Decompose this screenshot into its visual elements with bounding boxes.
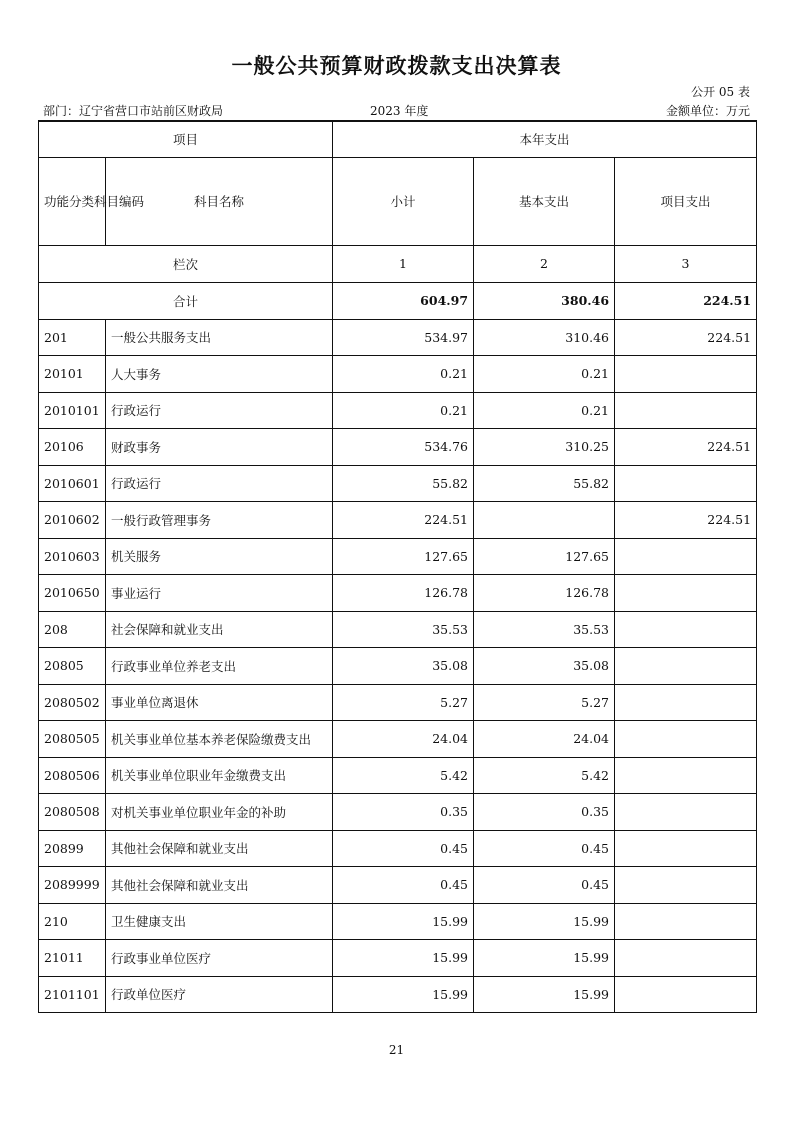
form-code: 公开 05 表 bbox=[691, 85, 750, 99]
row-code: 20805 bbox=[39, 648, 106, 685]
row-basic: 0.35 bbox=[474, 794, 615, 831]
row-basic bbox=[474, 502, 615, 539]
table-row bbox=[39, 392, 757, 429]
row-subject-name: 机关事业单位职业年金缴费支出 bbox=[106, 757, 333, 794]
row-basic: 310.46 bbox=[474, 319, 615, 356]
table-row bbox=[39, 721, 757, 758]
row-subtotal: 15.99 bbox=[333, 903, 474, 940]
row-project bbox=[615, 356, 757, 393]
row-basic: 24.04 bbox=[474, 721, 615, 758]
row-project bbox=[615, 940, 757, 977]
row-subtotal: 35.53 bbox=[333, 611, 474, 648]
header-subtotal: 小计 bbox=[333, 157, 474, 245]
row-subject-name: 事业单位离退休 bbox=[106, 684, 333, 721]
row-subject-name: 其他社会保障和就业支出 bbox=[106, 867, 333, 904]
row-subject-name: 社会保障和就业支出 bbox=[106, 611, 333, 648]
row-subtotal: 24.04 bbox=[333, 721, 474, 758]
row-subject-name: 行政单位医疗 bbox=[106, 976, 333, 1013]
header-func-code: 功能分类科目编码 bbox=[39, 157, 106, 245]
row-subtotal: 224.51 bbox=[333, 502, 474, 539]
row-subject-name: 一般行政管理事务 bbox=[106, 502, 333, 539]
table-row bbox=[39, 575, 757, 612]
row-subject-name: 其他社会保障和就业支出 bbox=[106, 830, 333, 867]
row-subtotal: 35.08 bbox=[333, 648, 474, 685]
header-basic: 基本支出 bbox=[474, 157, 615, 245]
row-subject-name: 行政运行 bbox=[106, 465, 333, 502]
row-project bbox=[615, 794, 757, 831]
row-code: 2010603 bbox=[39, 538, 106, 575]
table-row bbox=[39, 502, 757, 539]
row-project bbox=[615, 903, 757, 940]
table-row bbox=[39, 611, 757, 648]
table-row bbox=[39, 684, 757, 721]
row-project bbox=[615, 721, 757, 758]
row-subject-name: 人大事务 bbox=[106, 356, 333, 393]
row-subject-name: 行政事业单位养老支出 bbox=[106, 648, 333, 685]
row-project bbox=[615, 648, 757, 685]
row-subject-name: 卫生健康支出 bbox=[106, 903, 333, 940]
row-subtotal: 0.45 bbox=[333, 830, 474, 867]
row-basic: 0.21 bbox=[474, 356, 615, 393]
row-code: 201 bbox=[39, 319, 106, 356]
row-subtotal: 0.35 bbox=[333, 794, 474, 831]
total-subtotal: 604.97 bbox=[333, 282, 474, 319]
row-subject-name: 行政运行 bbox=[106, 392, 333, 429]
row-project bbox=[615, 392, 757, 429]
row-subtotal: 15.99 bbox=[333, 976, 474, 1013]
row-subtotal: 5.27 bbox=[333, 684, 474, 721]
row-code: 2080506 bbox=[39, 757, 106, 794]
column-index-2: 2 bbox=[474, 245, 615, 282]
row-project bbox=[615, 830, 757, 867]
column-index-1: 1 bbox=[333, 245, 474, 282]
row-basic: 310.25 bbox=[474, 429, 615, 466]
header-current-year-expense: 本年支出 bbox=[333, 121, 757, 157]
row-subtotal: 126.78 bbox=[333, 575, 474, 612]
row-project bbox=[615, 575, 757, 612]
row-subtotal: 0.21 bbox=[333, 356, 474, 393]
table-row bbox=[39, 940, 757, 977]
row-subject-name: 财政事务 bbox=[106, 429, 333, 466]
row-code: 2101101 bbox=[39, 976, 106, 1013]
row-project: 224.51 bbox=[615, 502, 757, 539]
table-row bbox=[39, 794, 757, 831]
row-basic: 15.99 bbox=[474, 976, 615, 1013]
row-code: 2080502 bbox=[39, 684, 106, 721]
row-code: 210 bbox=[39, 903, 106, 940]
row-project bbox=[615, 867, 757, 904]
row-code: 2010650 bbox=[39, 575, 106, 612]
total-project: 224.51 bbox=[615, 282, 757, 319]
row-basic: 35.08 bbox=[474, 648, 615, 685]
table-row bbox=[39, 867, 757, 904]
row-code: 208 bbox=[39, 611, 106, 648]
table-row bbox=[39, 830, 757, 867]
page-title: 一般公共预算财政拨款支出决算表 bbox=[231, 54, 562, 78]
row-code: 21011 bbox=[39, 940, 106, 977]
page-number: 21 bbox=[388, 1043, 405, 1057]
row-project bbox=[615, 684, 757, 721]
row-subtotal: 0.21 bbox=[333, 392, 474, 429]
row-basic: 15.99 bbox=[474, 940, 615, 977]
row-subtotal: 0.45 bbox=[333, 867, 474, 904]
row-basic: 0.45 bbox=[474, 830, 615, 867]
row-subject-name: 对机关事业单位职业年金的补助 bbox=[106, 794, 333, 831]
header-row-1 bbox=[39, 121, 757, 157]
department-label: 部门：辽宁省营口市站前区财政局 bbox=[43, 104, 224, 118]
row-subject-name: 机关服务 bbox=[106, 538, 333, 575]
row-basic: 0.45 bbox=[474, 867, 615, 904]
row-basic: 55.82 bbox=[474, 465, 615, 502]
row-subtotal: 534.76 bbox=[333, 429, 474, 466]
table-row bbox=[39, 976, 757, 1013]
amount-unit: 金额单位：万元 bbox=[665, 104, 750, 118]
row-subtotal: 5.42 bbox=[333, 757, 474, 794]
column-index-row bbox=[39, 245, 757, 282]
table-row bbox=[39, 757, 757, 794]
expense-table bbox=[38, 120, 757, 1013]
row-project: 224.51 bbox=[615, 319, 757, 356]
row-basic: 5.42 bbox=[474, 757, 615, 794]
row-code: 2089999 bbox=[39, 867, 106, 904]
row-subject-name: 事业运行 bbox=[106, 575, 333, 612]
table-row bbox=[39, 903, 757, 940]
table-row bbox=[39, 319, 757, 356]
column-index-3: 3 bbox=[615, 245, 757, 282]
row-code: 2010602 bbox=[39, 502, 106, 539]
table-row bbox=[39, 538, 757, 575]
row-subtotal: 15.99 bbox=[333, 940, 474, 977]
row-basic: 0.21 bbox=[474, 392, 615, 429]
row-code: 2080508 bbox=[39, 794, 106, 831]
row-subject-name: 一般公共服务支出 bbox=[106, 319, 333, 356]
row-code: 2010101 bbox=[39, 392, 106, 429]
row-project bbox=[615, 976, 757, 1013]
table-row bbox=[39, 648, 757, 685]
column-index-label: 栏次 bbox=[39, 245, 333, 282]
row-project: 224.51 bbox=[615, 429, 757, 466]
row-project bbox=[615, 757, 757, 794]
row-project bbox=[615, 611, 757, 648]
row-code: 20101 bbox=[39, 356, 106, 393]
row-subtotal: 534.97 bbox=[333, 319, 474, 356]
row-subtotal: 55.82 bbox=[333, 465, 474, 502]
total-label: 合计 bbox=[39, 282, 333, 319]
header-subject-name: 科目名称 bbox=[106, 157, 333, 245]
row-code: 20106 bbox=[39, 429, 106, 466]
total-basic: 380.46 bbox=[474, 282, 615, 319]
row-project bbox=[615, 538, 757, 575]
header-row-2 bbox=[39, 157, 757, 245]
row-subject-name: 行政事业单位医疗 bbox=[106, 940, 333, 977]
row-subject-name: 机关事业单位基本养老保险缴费支出 bbox=[106, 721, 333, 758]
row-basic: 5.27 bbox=[474, 684, 615, 721]
total-row bbox=[39, 282, 757, 319]
row-code: 2010601 bbox=[39, 465, 106, 502]
row-basic: 35.53 bbox=[474, 611, 615, 648]
row-basic: 15.99 bbox=[474, 903, 615, 940]
row-project bbox=[615, 465, 757, 502]
header-project-expense: 项目支出 bbox=[615, 157, 757, 245]
header-project: 项目 bbox=[39, 121, 333, 157]
row-code: 2080505 bbox=[39, 721, 106, 758]
table-row bbox=[39, 465, 757, 502]
fiscal-year: 2023 年度 bbox=[370, 104, 429, 118]
row-subtotal: 127.65 bbox=[333, 538, 474, 575]
row-basic: 127.65 bbox=[474, 538, 615, 575]
table-row bbox=[39, 429, 757, 466]
row-basic: 126.78 bbox=[474, 575, 615, 612]
report-meta bbox=[43, 102, 750, 118]
table-row bbox=[39, 356, 757, 393]
row-code: 20899 bbox=[39, 830, 106, 867]
